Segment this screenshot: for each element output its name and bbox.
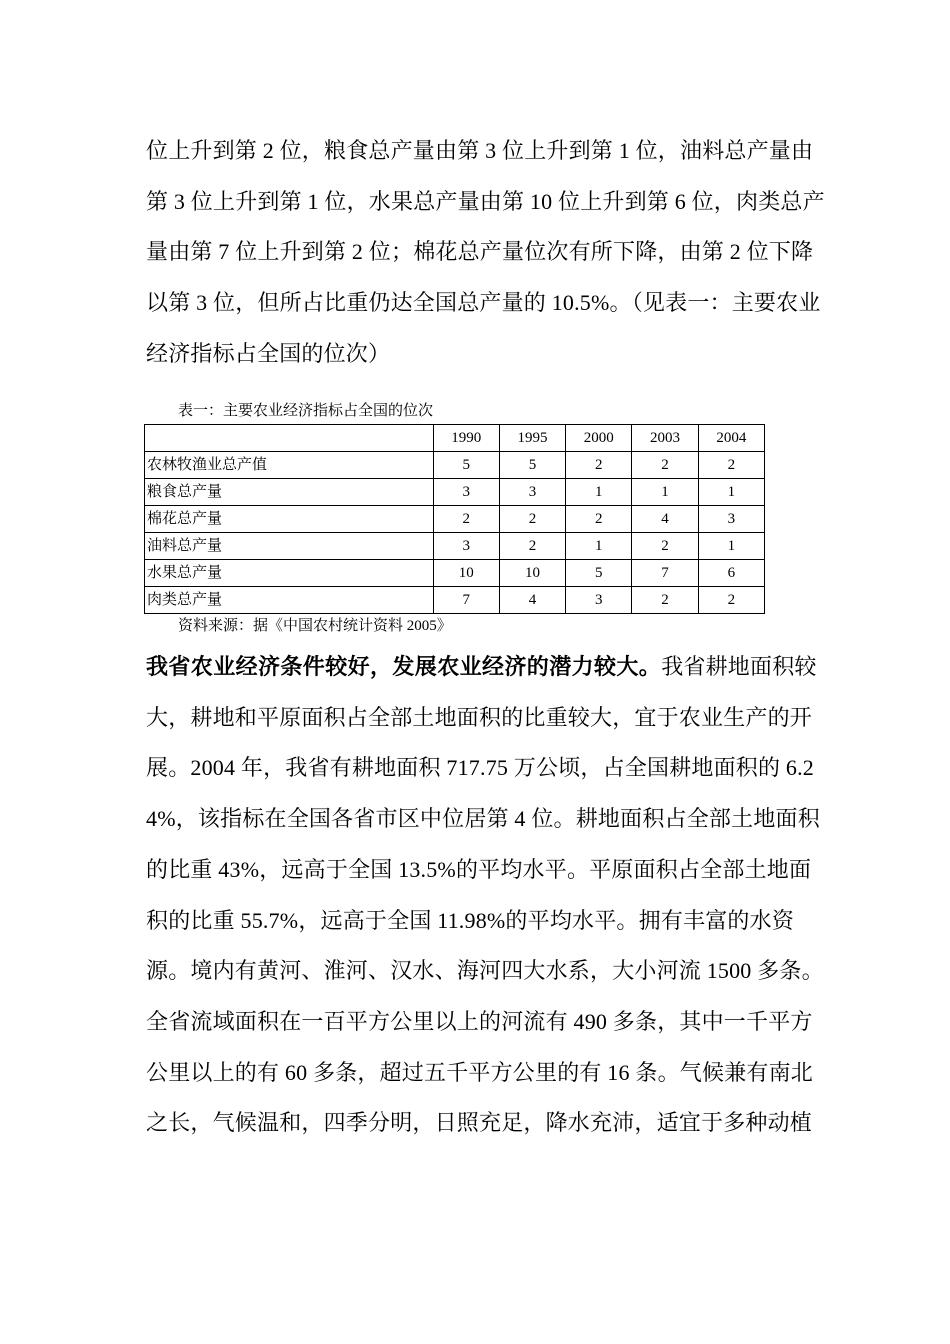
table-cell: 3 (433, 479, 499, 506)
table-cell: 2 (566, 506, 632, 533)
table-header-cell: 2003 (632, 425, 698, 452)
table-header-cell: 1995 (499, 425, 565, 452)
table-header-cell (145, 425, 434, 452)
table-row (145, 479, 765, 506)
table-cell: 10 (433, 560, 499, 587)
table-header-cell: 2004 (698, 425, 764, 452)
table-cell: 6 (698, 560, 764, 587)
table-cell: 2 (698, 452, 764, 479)
table-cell: 3 (566, 587, 632, 614)
table-cell: 5 (433, 452, 499, 479)
table-cell: 1 (698, 533, 764, 560)
table-row-label: 肉类总产量 (145, 587, 434, 614)
table-row-label: 水果总产量 (145, 560, 434, 587)
table-source-note: 资料来源：据《中国农村统计资料 2005》 (178, 618, 452, 634)
table-header-cell: 2000 (566, 425, 632, 452)
table-cell: 2 (632, 452, 698, 479)
paragraph-ranking-summary: 位上升到第 2 位，粮食总产量由第 3 位上升到第 1 位，油料总产量由第 3 位上升到第 1 位，水果总产量由第 10 位上升到第 6 位，肉类总产量由第 7 位上升到第 2 位；棉花总产量位次有所下降，由第 2 位下降以第 3 位，但所占比重仍达全国总产量的 10.5%。（见表一：主要农业经济指标占全国的位次） (146, 138, 825, 366)
table-cell: 7 (632, 560, 698, 587)
table-row-label: 棉花总产量 (145, 506, 434, 533)
table-cell: 2 (698, 587, 764, 614)
table-cell: 1 (566, 479, 632, 506)
table-cell: 2 (632, 587, 698, 614)
table-cell: 5 (499, 452, 565, 479)
table-cell: 5 (566, 560, 632, 587)
table-cell: 2 (499, 533, 565, 560)
table-cell: 2 (499, 506, 565, 533)
paragraph-agricultural-conditions (146, 642, 826, 1149)
table-header-row (145, 425, 765, 452)
table-cell: 4 (499, 587, 565, 614)
table-caption: 表一：主要农业经济指标占全国的位次 (178, 403, 434, 419)
table-row (145, 452, 765, 479)
table-cell: 3 (433, 533, 499, 560)
table-cell: 3 (698, 506, 764, 533)
table-cell: 2 (632, 533, 698, 560)
table-row-label: 农林牧渔业总产值 (145, 452, 434, 479)
table-row (145, 587, 765, 614)
table-cell: 1 (698, 479, 764, 506)
table-row-label: 粮食总产量 (145, 479, 434, 506)
paragraph-body: 我省耕地面积较大，耕地和平原面积占全部土地面积的比重较大，宜于农业生产的开展。2004 年，我省有耕地面积 717.75 万公顷，占全国耕地面积的 6.24%，该指标在全国各省市区中位居第 4 位。耕地面积占全部土地面积的比重 43%，远高于全国 13.5%的平均水平。平原面积占全部土地面积的比重 55.7%，远高于全国 11.98%的平均水平。拥有丰富的水资源。境内有黄河、淮河、汉水、海河四大水系，大小河流 1500 多条。全省流域面积在一百平方公里以上的河流有 490 多条，其中一千平方公里以上的有 60 多条，超过五千平方公里的有 16 条。气候兼有南北之长，气候温和，四季分明，日照充足，降水充沛，适宜于多种动植 (146, 654, 824, 1136)
table-cell: 4 (632, 506, 698, 533)
table-row (145, 533, 765, 560)
table-cell: 1 (566, 533, 632, 560)
table-cell: 2 (566, 452, 632, 479)
paragraph-bold-lead: 我省农业经济条件较好，发展农业经济的潜力较大。 (146, 654, 662, 680)
table-row (145, 506, 765, 533)
table-row-label: 油料总产量 (145, 533, 434, 560)
ranking-table (144, 424, 765, 614)
table-cell: 1 (632, 479, 698, 506)
table-row (145, 560, 765, 587)
table-cell: 2 (433, 506, 499, 533)
table-cell: 7 (433, 587, 499, 614)
table-cell: 3 (499, 479, 565, 506)
table-cell: 10 (499, 560, 565, 587)
table-header-cell: 1990 (433, 425, 499, 452)
